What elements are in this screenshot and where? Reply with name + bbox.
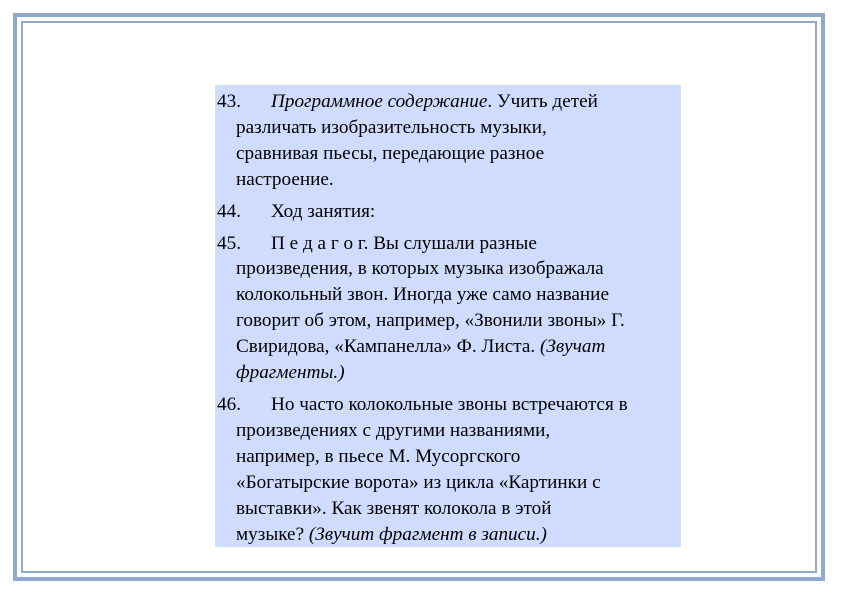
first-line-text: Ход занятия:: [271, 200, 376, 222]
line: выставки». Как звенят колокола в этой: [236, 497, 552, 519]
list-number: 45.: [217, 232, 241, 254]
line: настроение.: [236, 168, 334, 190]
first-line-text: Но часто колокольные звоны встречаются в: [271, 393, 628, 415]
line: [236, 522, 677, 548]
line-italic: фрагменты.): [236, 362, 345, 384]
line-italic: (Звучит фрагмент в записи.): [308, 523, 547, 545]
list-number: 44.: [217, 200, 241, 222]
line: различать изобразительность музыки,: [236, 116, 547, 138]
italic-lead: Программное содержание: [271, 91, 488, 112]
list-item-first-line: [217, 231, 677, 257]
list-number: 43.: [217, 91, 241, 112]
list-item-43: [217, 89, 677, 193]
list-item-first-line: [217, 392, 677, 418]
line: сравнивая пьесы, передающие разное: [236, 142, 545, 164]
list-item-first-line: [217, 199, 677, 225]
line-plain: Свиридова, «Кампанелла» Ф. Листа.: [236, 336, 540, 358]
line: «Богатырские ворота» из цикла «Картинки с: [236, 471, 601, 493]
line-italic: (Звучат: [539, 336, 606, 358]
line: [236, 334, 677, 360]
list-item-first-line: [217, 89, 677, 115]
list-item-45: [217, 231, 677, 386]
text-box: [215, 85, 681, 547]
first-line-text: П е д а г о г. Вы слушали разные: [271, 232, 537, 254]
list-number: 46.: [217, 393, 241, 415]
first-line-text: . Учить детей: [487, 91, 598, 112]
line: произведениях с другими названиями,: [236, 419, 551, 441]
line: колокольный звон. Иногда уже само название: [236, 284, 609, 306]
line: например, в пьесе М. Мусоргского: [236, 445, 521, 467]
line-plain: музыке?: [236, 523, 309, 545]
list-item-46: [217, 392, 677, 547]
line: произведения, в которых музыка изображала: [236, 258, 604, 280]
line: говорит об этом, например, «Звонили звоны» Г.: [236, 310, 625, 332]
list-item-44: [217, 199, 677, 225]
